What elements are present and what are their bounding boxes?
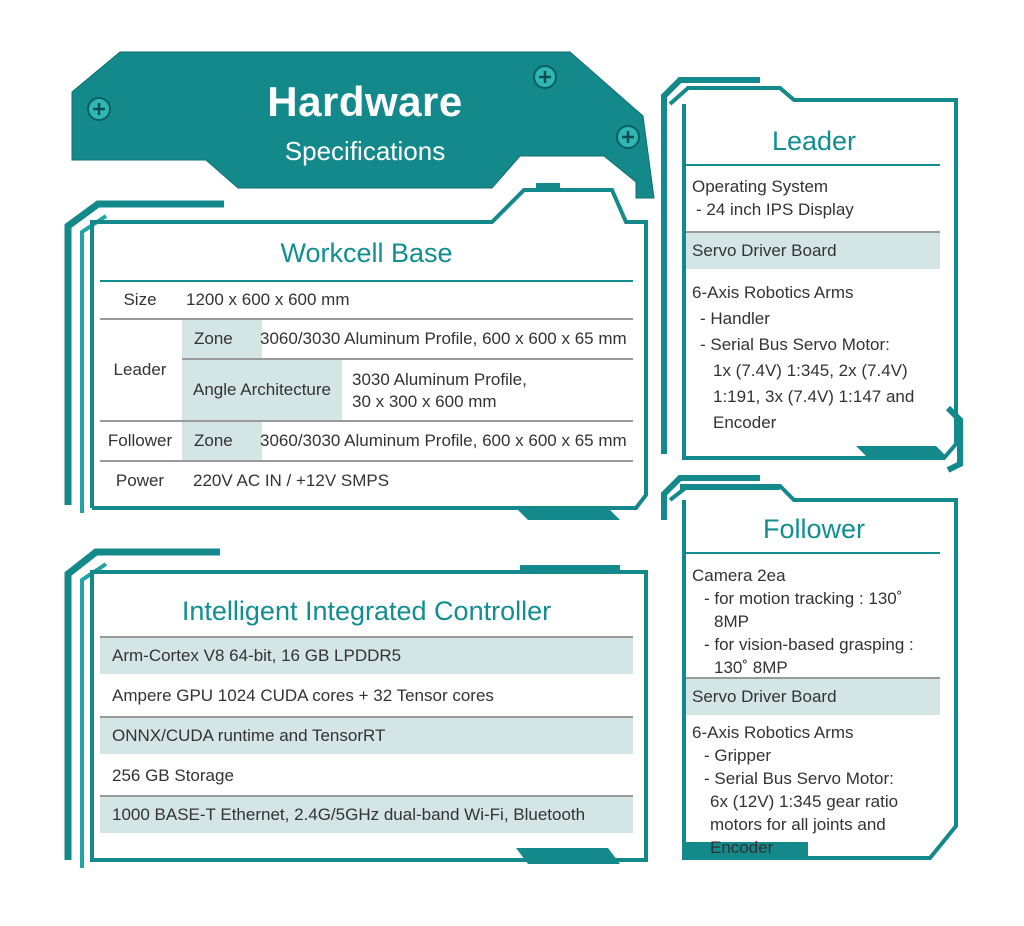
camera-line: Camera 2ea bbox=[692, 566, 786, 585]
controller-title: Intelligent Integrated Controller bbox=[181, 596, 552, 626]
page-title: Hardware bbox=[267, 78, 463, 125]
arms-line: 6-Axis Robotics Arms bbox=[692, 283, 854, 302]
arms-line: 6x (12V) 1:345 gear ratio bbox=[710, 792, 899, 811]
follower-camera bbox=[692, 564, 914, 679]
size-label: Size bbox=[123, 290, 157, 309]
power-value: 220V AC IN / +12V SMPS bbox=[193, 471, 390, 490]
follower-title: Follower bbox=[762, 514, 866, 544]
leader-label: Leader bbox=[113, 360, 167, 379]
follower-zone-value: 3060/3030 Aluminum Profile, 600 x 600 x 65 mm bbox=[260, 431, 627, 450]
camera-line: - for vision-based grasping : bbox=[704, 635, 914, 654]
arms-line: motors for all joints and bbox=[710, 815, 886, 834]
arms-line: 1:191, 3x (7.4V) 1:147 and bbox=[713, 387, 915, 406]
size-value: 1200 x 600 x 600 mm bbox=[186, 290, 350, 309]
divider bbox=[686, 552, 940, 554]
arms-line: Encoder bbox=[713, 413, 777, 432]
camera-line: 8MP bbox=[714, 612, 749, 631]
angle-value bbox=[352, 369, 632, 413]
leader-os bbox=[692, 175, 854, 221]
workcell-title: Workcell Base bbox=[280, 238, 453, 268]
arms-line: - Serial Bus Servo Motor: bbox=[700, 335, 890, 354]
os-line: Operating System bbox=[692, 177, 829, 196]
arms-line: Encoder bbox=[710, 838, 774, 857]
divider bbox=[686, 164, 940, 166]
leader-servo: Servo Driver Board bbox=[686, 231, 940, 269]
arms-line: - Gripper bbox=[704, 746, 772, 765]
leader-arms bbox=[692, 281, 914, 434]
page-subtitle: Specifications bbox=[284, 136, 446, 166]
arms-line: - Serial Bus Servo Motor: bbox=[704, 769, 894, 788]
leader-title: Leader bbox=[771, 126, 857, 156]
follower-label: Follower bbox=[107, 431, 173, 450]
list-item: Arm-Cortex V8 64-bit, 16 GB LPDDR5 bbox=[100, 636, 633, 674]
list-item: ONNX/CUDA runtime and TensorRT bbox=[100, 716, 633, 754]
arms-line: 1x (7.4V) 1:345, 2x (7.4V) bbox=[713, 361, 908, 380]
follower-arms bbox=[692, 721, 898, 859]
angle-label: Angle Architecture bbox=[182, 360, 342, 420]
camera-line: - for motion tracking : 130˚ bbox=[704, 589, 903, 608]
leader-zone-label: Zone bbox=[182, 320, 262, 358]
list-item: 256 GB Storage bbox=[112, 766, 234, 785]
follower-zone-label: Zone bbox=[182, 422, 262, 460]
angle-value-line: 30 x 300 x 600 mm bbox=[352, 392, 497, 411]
arms-line: 6-Axis Robotics Arms bbox=[692, 723, 854, 742]
list-item: 1000 BASE-T Ethernet, 2.4G/5GHz dual-band Wi-Fi, Bluetooth bbox=[100, 795, 633, 833]
leader-zone-value: 3060/3030 Aluminum Profile, 600 x 600 x 65 mm bbox=[260, 329, 627, 348]
follower-servo: Servo Driver Board bbox=[686, 677, 940, 715]
camera-line: 130˚ 8MP bbox=[714, 658, 788, 677]
list-item: Ampere GPU 1024 CUDA cores + 32 Tensor cores bbox=[112, 686, 494, 705]
os-line: - 24 inch IPS Display bbox=[696, 200, 854, 219]
power-label: Power bbox=[115, 471, 165, 490]
angle-value-line: 3030 Aluminum Profile, bbox=[352, 370, 527, 389]
arms-line: - Handler bbox=[700, 309, 770, 328]
